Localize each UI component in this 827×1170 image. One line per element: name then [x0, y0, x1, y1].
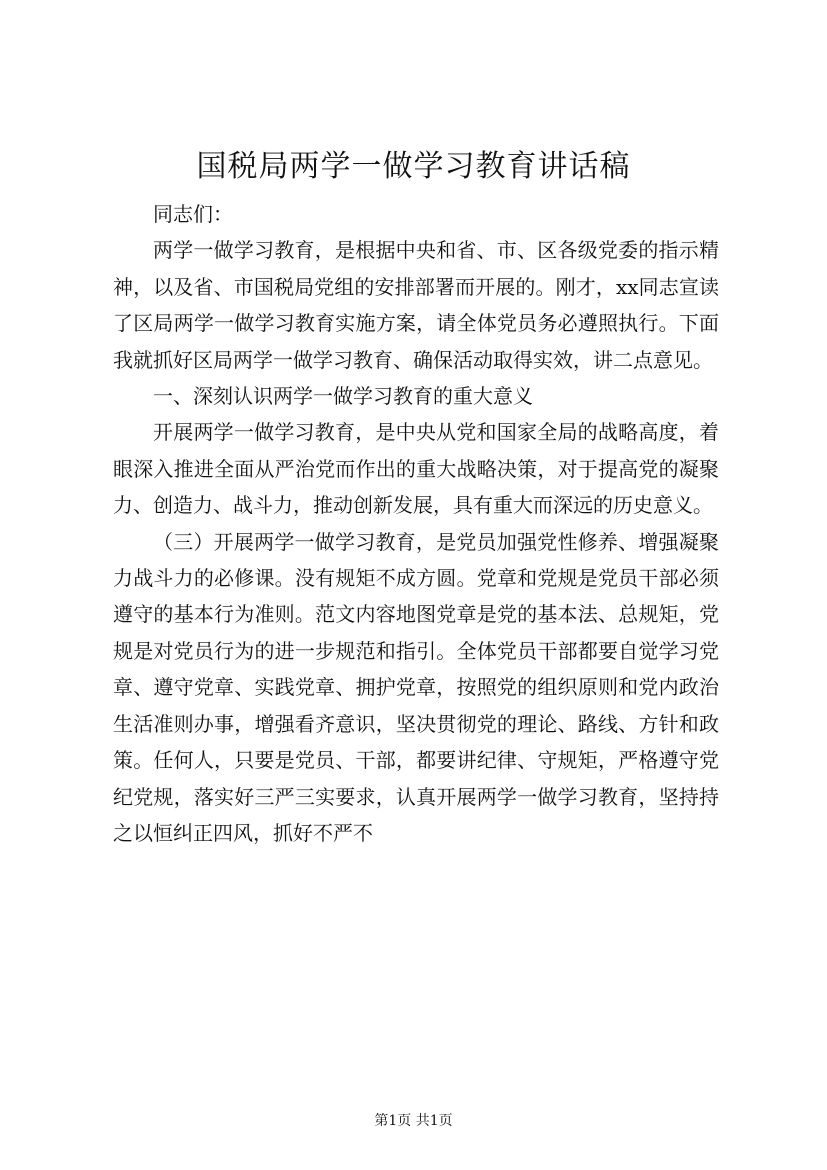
page-number-footer: 第1页 共1页 [374, 1113, 453, 1129]
intro-paragraph: 两学一做学习教育，是根据中央和省、市、区各级党委的指示精神，以及省、市国税局党组的安排部署而开展的。刚才，xx同志宣读了区局两学一做学习教育实施方案，请全体党员务必遵照执行。下面我就抓好区局两学一做学习教育、确保活动取得实效，讲二点意见。 [113, 238, 719, 372]
significance-paragraph: 开展两学一做学习教育，是中央从党和国家全局的战略高度，着眼深入推进全面从严治党而作出的重大战略决策，对于提高党的凝聚力、创造力、战斗力，推动创新发展，具有重大而深远的历史意义。 [113, 420, 719, 518]
document-body [113, 196, 719, 851]
document-title: 国税局两学一做学习教育讲话稿 [196, 149, 631, 184]
salutation-paragraph: 同志们： [153, 202, 233, 226]
subsection-paragraph: （三）开展两学一做学习教育，是党员加强党性修养、增强凝聚力战斗力的必修课。没有规矩不成方圆。党章和党规是党员干部必须遵守的基本行为准则。范文内容地图党章是党的基本法、总规矩，党规是对党员行为的进一步规范和指引。全体党员干部都要自觉学习党章、遵守党章、实践党章、拥护党章，按照党的组织原则和党内政治生活准则办事，增强看齐意识，坚决贯彻党的理论、路线、方针和政策。任何人，只要是党员、干部，都要讲纪律、守规矩，严格遵守党纪党规，落实好三严三实要求，认真开展两学一做学习教育，坚持持之以恒纠正四风，抓好不严不 [113, 529, 719, 845]
section-heading: 一、深刻认识两学一做学习教育的重大意义 [153, 384, 533, 409]
